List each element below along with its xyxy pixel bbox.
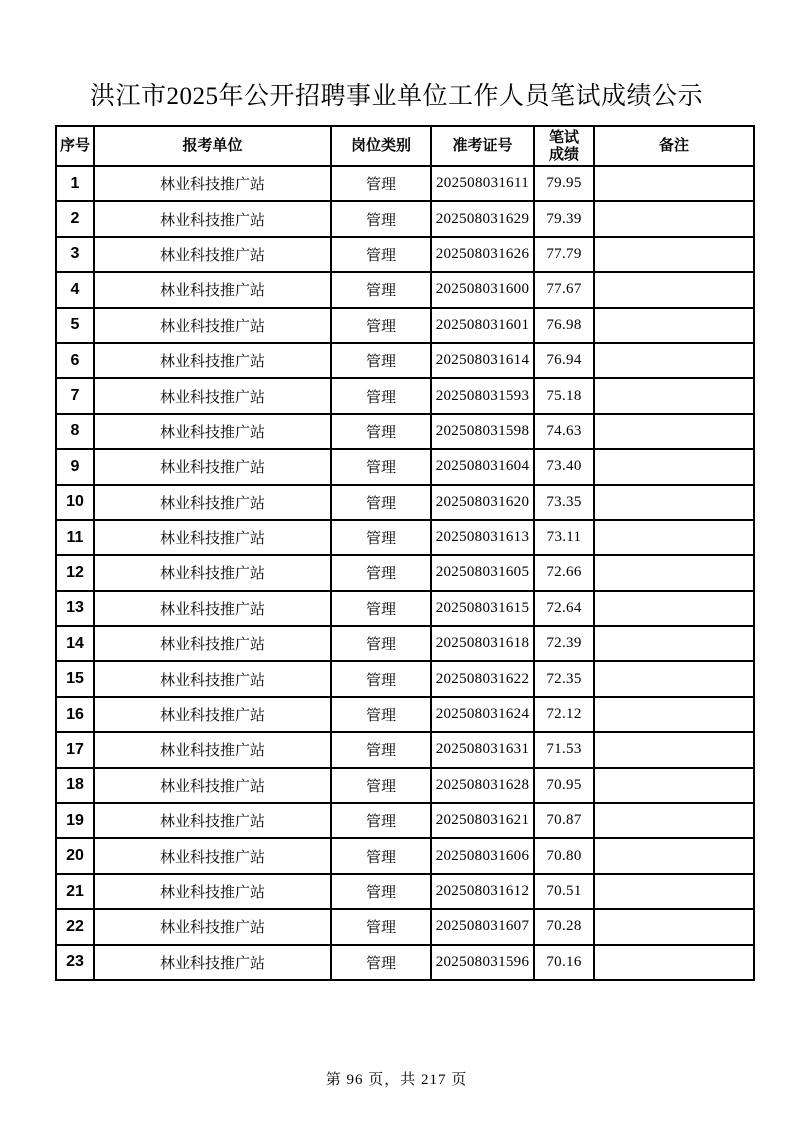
table-body (56, 166, 754, 980)
table-row (56, 308, 754, 343)
note-cell (594, 308, 754, 343)
table-row (56, 909, 754, 944)
ticket-number-cell: 202508031606 (431, 838, 534, 873)
unit-cell: 林业科技推广站 (94, 520, 331, 555)
note-cell (594, 626, 754, 661)
unit-cell: 林业科技推广站 (94, 414, 331, 449)
score-cell: 73.11 (534, 520, 594, 555)
unit-cell: 林业科技推广站 (94, 485, 331, 520)
table-row (56, 768, 754, 803)
unit-cell: 林业科技推广站 (94, 201, 331, 236)
score-cell: 70.95 (534, 768, 594, 803)
table-row (56, 732, 754, 767)
serial-cell: 2 (56, 201, 94, 236)
score-cell: 79.39 (534, 201, 594, 236)
category-cell: 管理 (331, 874, 431, 909)
column-header-note: 备注 (594, 126, 754, 166)
ticket-number-cell: 202508031626 (431, 237, 534, 272)
ticket-number-cell: 202508031629 (431, 201, 534, 236)
ticket-number-cell: 202508031621 (431, 803, 534, 838)
score-cell: 72.39 (534, 626, 594, 661)
serial-cell: 11 (56, 520, 94, 555)
table-row (56, 414, 754, 449)
unit-cell: 林业科技推广站 (94, 272, 331, 307)
category-cell: 管理 (331, 661, 431, 696)
ticket-number-cell: 202508031607 (431, 909, 534, 944)
category-cell: 管理 (331, 201, 431, 236)
serial-cell: 3 (56, 237, 94, 272)
table-row (56, 661, 754, 696)
score-table (55, 125, 755, 981)
column-header-unit: 报考单位 (94, 126, 331, 166)
serial-cell: 7 (56, 378, 94, 413)
column-header-ticket: 准考证号 (431, 126, 534, 166)
ticket-number-cell: 202508031593 (431, 378, 534, 413)
unit-cell: 林业科技推广站 (94, 308, 331, 343)
unit-cell: 林业科技推广站 (94, 803, 331, 838)
serial-cell: 10 (56, 485, 94, 520)
table-row (56, 343, 754, 378)
category-cell: 管理 (331, 732, 431, 767)
category-cell: 管理 (331, 237, 431, 272)
serial-cell: 21 (56, 874, 94, 909)
table-row (56, 166, 754, 201)
note-cell (594, 555, 754, 590)
serial-cell: 19 (56, 803, 94, 838)
score-cell: 70.16 (534, 945, 594, 980)
category-cell: 管理 (331, 343, 431, 378)
note-cell (594, 909, 754, 944)
unit-cell: 林业科技推广站 (94, 555, 331, 590)
score-cell: 72.66 (534, 555, 594, 590)
category-cell: 管理 (331, 838, 431, 873)
note-cell (594, 485, 754, 520)
serial-cell: 16 (56, 697, 94, 732)
category-cell: 管理 (331, 909, 431, 944)
serial-cell: 18 (56, 768, 94, 803)
ticket-number-cell: 202508031622 (431, 661, 534, 696)
score-cell: 74.63 (534, 414, 594, 449)
note-cell (594, 378, 754, 413)
table-row (56, 945, 754, 980)
score-cell: 73.40 (534, 449, 594, 484)
category-cell: 管理 (331, 520, 431, 555)
serial-cell: 12 (56, 555, 94, 590)
score-cell: 76.98 (534, 308, 594, 343)
note-cell (594, 201, 754, 236)
ticket-number-cell: 202508031605 (431, 555, 534, 590)
score-cell: 79.95 (534, 166, 594, 201)
unit-cell: 林业科技推广站 (94, 768, 331, 803)
page-number-footer: 第 96 页，共 217 页 (325, 1072, 468, 1088)
unit-cell: 林业科技推广站 (94, 874, 331, 909)
column-header-score: 笔试成绩 (534, 126, 594, 166)
table-row (56, 591, 754, 626)
table-row (56, 803, 754, 838)
ticket-number-cell: 202508031615 (431, 591, 534, 626)
note-cell (594, 520, 754, 555)
serial-cell: 13 (56, 591, 94, 626)
category-cell: 管理 (331, 768, 431, 803)
serial-cell: 5 (56, 308, 94, 343)
table-row (56, 697, 754, 732)
table-row (56, 237, 754, 272)
ticket-number-cell: 202508031601 (431, 308, 534, 343)
category-cell: 管理 (331, 308, 431, 343)
note-cell (594, 272, 754, 307)
note-cell (594, 732, 754, 767)
note-cell (594, 166, 754, 201)
unit-cell: 林业科技推广站 (94, 378, 331, 413)
table-row (56, 520, 754, 555)
score-cell: 76.94 (534, 343, 594, 378)
serial-cell: 22 (56, 909, 94, 944)
unit-cell: 林业科技推广站 (94, 909, 331, 944)
note-cell (594, 697, 754, 732)
ticket-number-cell: 202508031631 (431, 732, 534, 767)
note-cell (594, 874, 754, 909)
ticket-number-cell: 202508031612 (431, 874, 534, 909)
category-cell: 管理 (331, 414, 431, 449)
category-cell: 管理 (331, 626, 431, 661)
score-cell: 70.51 (534, 874, 594, 909)
score-cell: 73.35 (534, 485, 594, 520)
unit-cell: 林业科技推广站 (94, 237, 331, 272)
ticket-number-cell: 202508031618 (431, 626, 534, 661)
category-cell: 管理 (331, 166, 431, 201)
unit-cell: 林业科技推广站 (94, 661, 331, 696)
table-row (56, 272, 754, 307)
score-cell: 77.67 (534, 272, 594, 307)
ticket-number-cell: 202508031598 (431, 414, 534, 449)
ticket-number-cell: 202508031614 (431, 343, 534, 378)
score-cell: 72.64 (534, 591, 594, 626)
ticket-number-cell: 202508031624 (431, 697, 534, 732)
table-row (56, 485, 754, 520)
category-cell: 管理 (331, 272, 431, 307)
ticket-number-cell: 202508031613 (431, 520, 534, 555)
score-cell: 70.87 (534, 803, 594, 838)
ticket-number-cell: 202508031604 (431, 449, 534, 484)
category-cell: 管理 (331, 591, 431, 626)
table-row (56, 626, 754, 661)
column-header-category: 岗位类别 (331, 126, 431, 166)
column-header-serial: 序号 (56, 126, 94, 166)
serial-cell: 20 (56, 838, 94, 873)
unit-cell: 林业科技推广站 (94, 343, 331, 378)
ticket-number-cell: 202508031620 (431, 485, 534, 520)
score-cell: 77.79 (534, 237, 594, 272)
ticket-number-cell: 202508031600 (431, 272, 534, 307)
serial-cell: 15 (56, 661, 94, 696)
serial-cell: 9 (56, 449, 94, 484)
category-cell: 管理 (331, 449, 431, 484)
unit-cell: 林业科技推广站 (94, 945, 331, 980)
note-cell (594, 945, 754, 980)
category-cell: 管理 (331, 378, 431, 413)
ticket-number-cell: 202508031596 (431, 945, 534, 980)
unit-cell: 林业科技推广站 (94, 626, 331, 661)
table-row (56, 874, 754, 909)
table-row (56, 378, 754, 413)
serial-cell: 23 (56, 945, 94, 980)
note-cell (594, 838, 754, 873)
score-cell: 72.35 (534, 661, 594, 696)
note-cell (594, 768, 754, 803)
unit-cell: 林业科技推广站 (94, 591, 331, 626)
note-cell (594, 343, 754, 378)
score-cell: 72.12 (534, 697, 594, 732)
unit-cell: 林业科技推广站 (94, 697, 331, 732)
page-title: 洪江市2025年公开招聘事业单位工作人员笔试成绩公示 (89, 83, 703, 110)
table-row (56, 555, 754, 590)
category-cell: 管理 (331, 555, 431, 590)
note-cell (594, 414, 754, 449)
ticket-number-cell: 202508031611 (431, 166, 534, 201)
note-cell (594, 449, 754, 484)
score-cell: 70.28 (534, 909, 594, 944)
serial-cell: 14 (56, 626, 94, 661)
category-cell: 管理 (331, 945, 431, 980)
category-cell: 管理 (331, 485, 431, 520)
unit-cell: 林业科技推广站 (94, 732, 331, 767)
serial-cell: 17 (56, 732, 94, 767)
serial-cell: 8 (56, 414, 94, 449)
table-row (56, 449, 754, 484)
serial-cell: 6 (56, 343, 94, 378)
note-cell (594, 803, 754, 838)
score-cell: 75.18 (534, 378, 594, 413)
table-row (56, 201, 754, 236)
serial-cell: 1 (56, 166, 94, 201)
unit-cell: 林业科技推广站 (94, 838, 331, 873)
serial-cell: 4 (56, 272, 94, 307)
category-cell: 管理 (331, 697, 431, 732)
unit-cell: 林业科技推广站 (94, 166, 331, 201)
note-cell (594, 237, 754, 272)
category-cell: 管理 (331, 803, 431, 838)
table-row (56, 838, 754, 873)
header-row (56, 126, 754, 166)
note-cell (594, 661, 754, 696)
ticket-number-cell: 202508031628 (431, 768, 534, 803)
score-cell: 70.80 (534, 838, 594, 873)
unit-cell: 林业科技推广站 (94, 449, 331, 484)
note-cell (594, 591, 754, 626)
score-cell: 71.53 (534, 732, 594, 767)
